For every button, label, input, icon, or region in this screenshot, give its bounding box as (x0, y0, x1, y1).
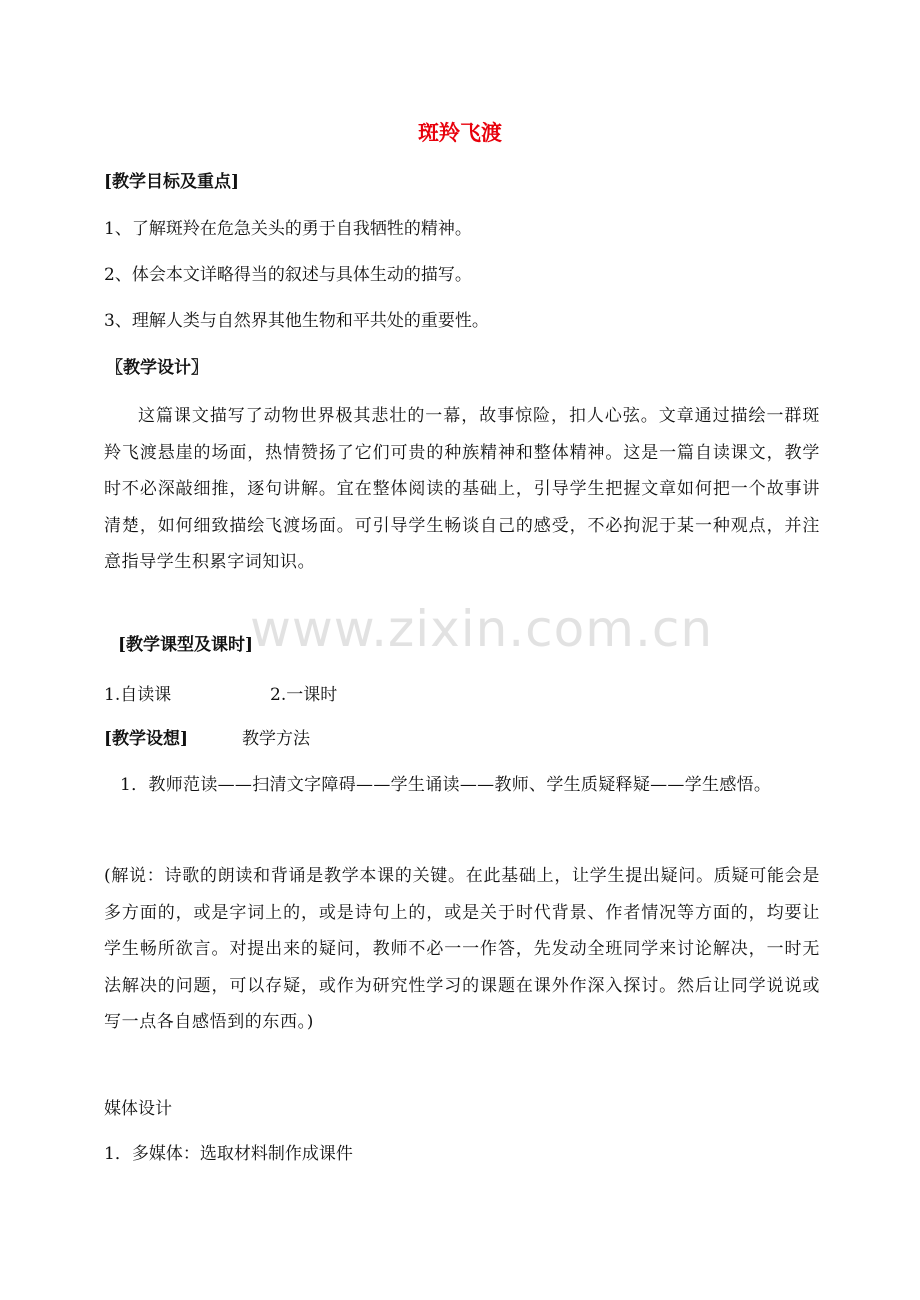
goal-item-1: 1、了解斑羚在危急关头的勇于自我牺牲的精神。 (104, 219, 472, 239)
lesson-type-1: 1.自读课 (104, 685, 172, 705)
heading-lesson-type: [教学课型及课时] (118, 635, 254, 655)
heading-goals: [教学目标及重点] (104, 172, 240, 192)
goal-item-2: 2、体会本文详略得当的叙述与具体生动的描写。 (104, 265, 472, 285)
goal-item-3: 3、理解人类与自然界其他生物和平共处的重要性。 (104, 311, 489, 331)
watermark-text: www.zixin.com.cn (250, 600, 714, 658)
design-paragraph: 这篇课文描写了动物世界极其悲壮的一幕，故事惊险，扣人心弦。文章通过描绘一群斑羚飞渡悬崖的场面，热情赞扬了它们可贵的种族精神和整体精神。这是一篇自读课文，教学时不必深敲细推，逐句讲解。宜在整体阅读的基础上，引导学生把握文章如何把一个故事讲清楚，如何细致描绘飞渡场面。可引导学生畅谈自己的感受，不必拘泥于某一种观点，并注意指导学生积累字词知识。 (104, 406, 820, 572)
heading-design: 〖教学设计〗 (106, 358, 208, 378)
explain-paragraph: (解说：诗歌的朗读和背诵是教学本课的关键。在此基础上，让学生提出疑问。质疑可能会是多方面的，或是字词上的，或是诗句上的，或是关于时代背景、作者情况等方面的，均要让学生畅所欲言。对提出来的疑问，教师不必一一作答，先发动全班同学来讨论解决，一时无法解决的问题，可以存疑，或作为研究性学习的课题在课外作深入探讨。然后让同学说说或写一点各自感悟到的东西。) (104, 866, 820, 1032)
heading-idea: [教学设想] (104, 729, 189, 749)
method-label: 教学方法 (242, 729, 310, 749)
lesson-type-2: 2.一课时 (270, 685, 338, 705)
media-item-1: 1．多媒体：选取材料制作成课件 (104, 1144, 353, 1164)
media-heading: 媒体设计 (104, 1099, 172, 1119)
method-item-1: 1．教师范读——扫清文字障碍——学生诵读——教师、学生质疑释疑——学生感悟。 (120, 775, 772, 795)
doc-title: 斑羚飞渡 (418, 121, 502, 145)
